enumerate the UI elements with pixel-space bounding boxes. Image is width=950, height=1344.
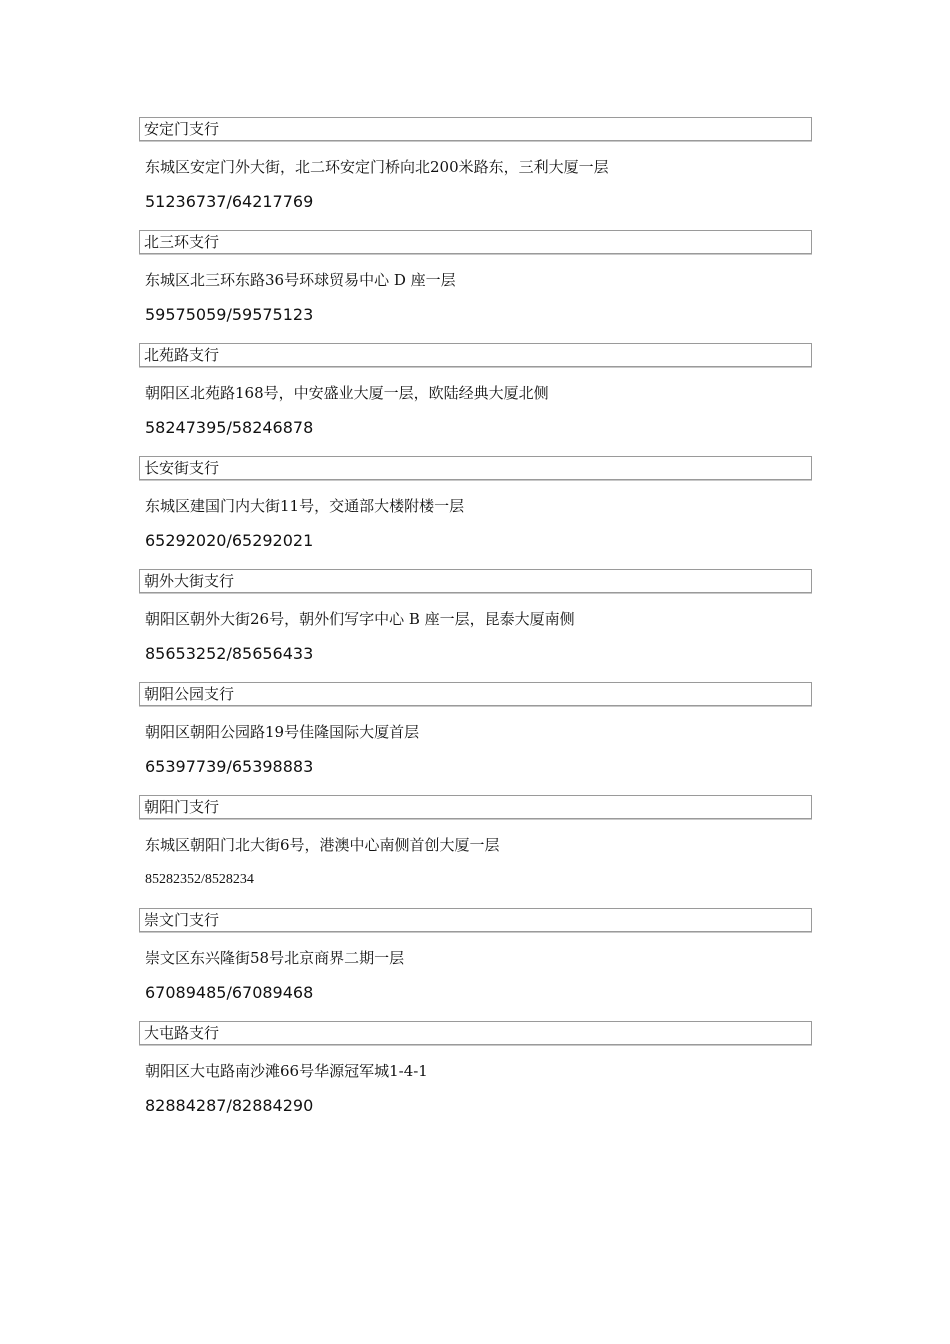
branch-address: 朝阳区朝外大街26号，朝外们写字中心 B 座一层，昆泰大厦南侧	[145, 610, 575, 628]
branch-phone: 65292020/65292021	[145, 531, 314, 550]
branch-address: 东城区建国门内大街11号，交通部大楼附楼一层	[145, 497, 465, 515]
branch-name: 崇文门支行	[139, 908, 812, 932]
branch-phone: 59575059/59575123	[145, 305, 314, 324]
branch-address: 崇文区东兴隆街58号北京商界二期一层	[145, 949, 405, 967]
branch-name: 朝阳门支行	[139, 795, 812, 819]
branch-phone: 82884287/82884290	[145, 1096, 314, 1115]
branch-address: 东城区安定门外大街，北二环安定门桥向北200米路东，三利大厦一层	[145, 158, 609, 176]
branch-address: 东城区朝阳门北大街6号，港澳中心南侧首创大厦一层	[145, 836, 500, 854]
branch-phone: 85653252/85656433	[145, 644, 314, 663]
branch-name: 北三环支行	[139, 230, 812, 254]
branch-phone: 65397739/65398883	[145, 757, 314, 776]
branch-name: 朝阳公园支行	[139, 682, 812, 706]
branch-address: 东城区北三环东路36号环球贸易中心 D 座一层	[145, 271, 456, 289]
branch-address: 朝阳区北苑路168号，中安盛业大厦一层，欧陆经典大厦北侧	[145, 384, 549, 402]
branch-phone: 85282352/8528234	[145, 872, 254, 887]
branch-phone: 67089485/67089468	[145, 983, 314, 1002]
branch-name: 长安街支行	[139, 456, 812, 480]
branch-phone: 58247395/58246878	[145, 418, 314, 437]
branch-phone: 51236737/64217769	[145, 192, 314, 211]
branch-name: 大屯路支行	[139, 1021, 812, 1045]
branch-name: 朝外大街支行	[139, 569, 812, 593]
branch-name: 北苑路支行	[139, 343, 812, 367]
branch-address: 朝阳区朝阳公园路19号佳隆国际大厦首层	[145, 723, 420, 741]
branch-address: 朝阳区大屯路南沙滩66号华源冠军城1-4-1	[145, 1062, 428, 1080]
branch-name: 安定门支行	[139, 117, 812, 141]
